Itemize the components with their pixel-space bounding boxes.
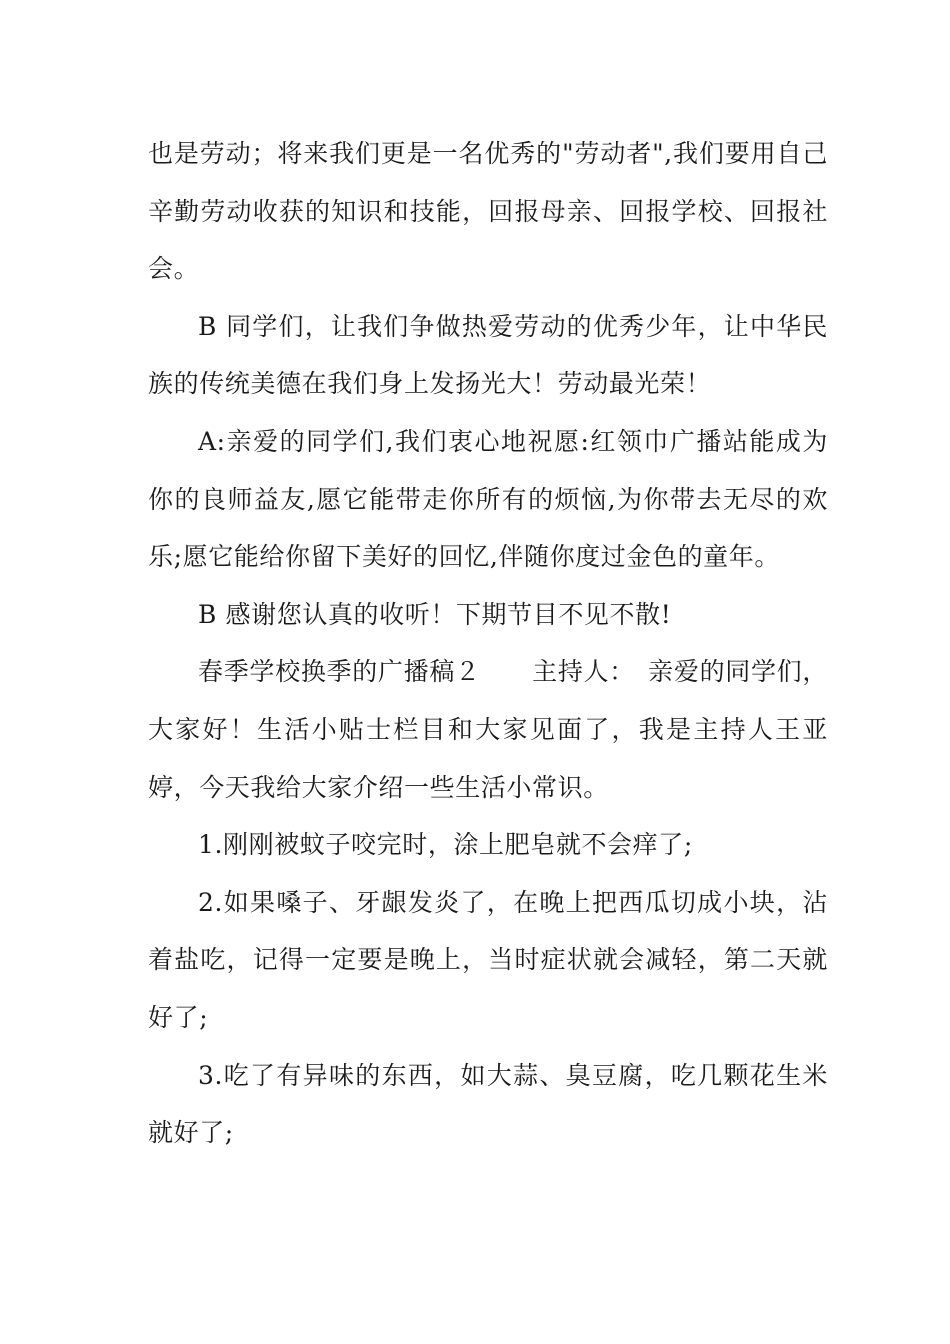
paragraph-host-a-wishes: A:亲爱的同学们,我们衷心地祝愿:红领巾广播站能成为你的良师益友,愿它能带走你所有的烦恼,为你带去无尽的欢乐;愿它能给你留下美好的回忆,伴随你度过金色的童年。 [148,426,828,572]
paragraph-host-b-thanks: B 感谢您认真的收听！下期节目不见不散! [198,599,672,629]
paragraph-broadcast-2-intro: 春季学校换季的广播稿２ 主持人： 亲爱的同学们，大家好！生活小贴士栏目和大家见面了，我是主持人王亚婷，今天我给大家介绍一些生活小常识。 [148,657,828,802]
document-body [148,125,828,1162]
list-item-tip-3: 3.吃了有异味的东西，如大蒜、臭豆腐，吃几颗花生米就好了; [148,1060,828,1148]
paragraph-host-b-appeal: B 同学们，让我们争做热爱劳动的优秀少年，让中华民族的传统美德在我们身上发扬光大！劳动最光荣！ [148,311,828,399]
list-item-tip-1: 1.刚刚被蚊子咬完时，涂上肥皂就不会痒了; [198,830,693,860]
paragraph-labor-conclusion: 也是劳动；将来我们更是一名优秀的"劳动者",我们要用自己辛勤劳动收获的知识和技能，回报母亲、回报学校、回报社会。 [148,139,828,284]
list-item-tip-2: 2.如果嗓子、牙龈发炎了，在晚上把西瓜切成小块，沾着盐吃，记得一定要是晚上，当时症状就会减轻，第二天就好了; [148,887,828,1032]
